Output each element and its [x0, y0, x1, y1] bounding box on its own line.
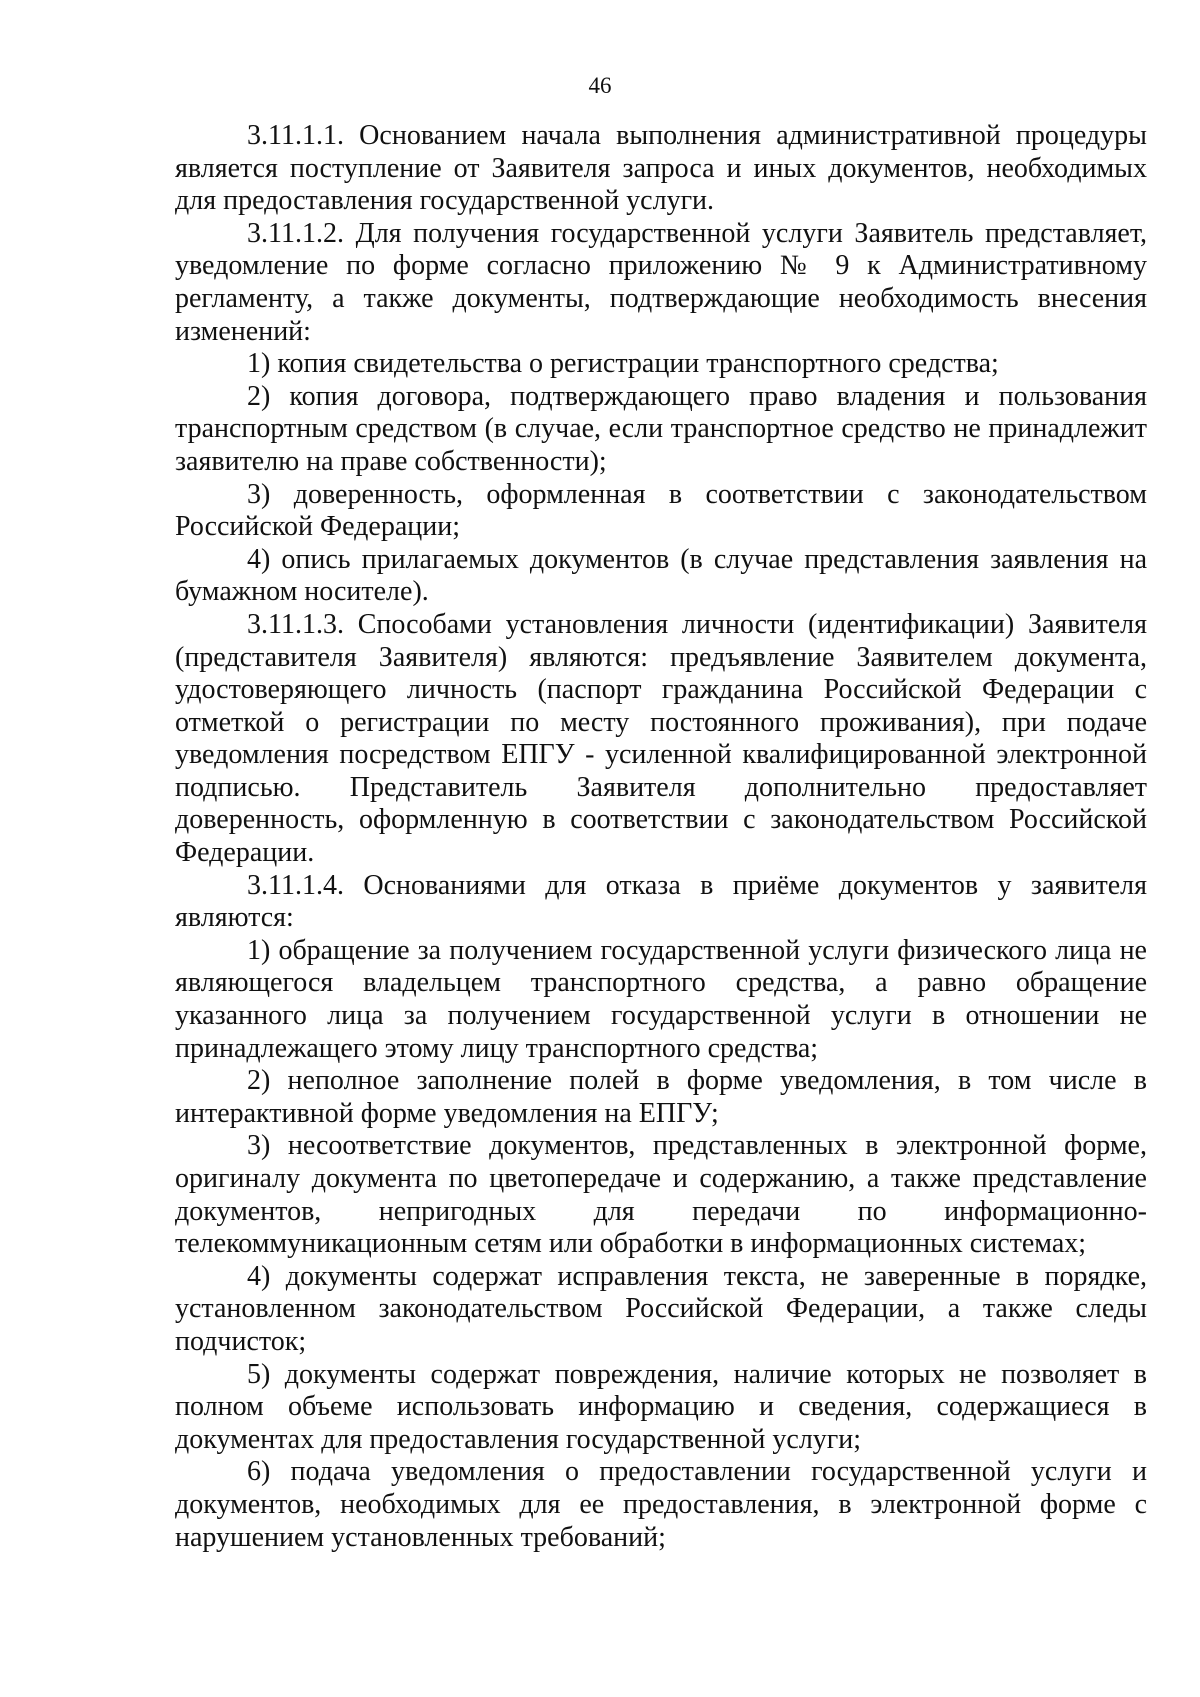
list-item-document-3: 3) доверенность, оформленная в соответствии с законодательством Российской Федерации; — [175, 478, 1147, 543]
list-item-refusal-1: 1) обращение за получением государственной услуги физического лица не являющегося владельцем транспортного средства, а равно обращение указанного лица за получением государственной услуги в отношении не принадлежащего этому лицу транспортного средства; — [175, 934, 1147, 1064]
list-item-document-4: 4) опись прилагаемых документов (в случае представления заявления на бумажном носителе). — [175, 543, 1147, 608]
page-number: 46 — [588, 73, 612, 98]
paragraph-3-11-1-4: 3.11.1.4. Основаниями для отказа в приёме документов у заявителя являются: — [175, 869, 1147, 934]
paragraph-3-11-1-2: 3.11.1.2. Для получения государственной услуги Заявитель представляет, уведомление по форме согласно приложению № 9 к Административному регламенту, а также документы, подтверждающие необходимость внесения изменений: — [175, 217, 1147, 347]
list-item-document-1: 1) копия свидетельства о регистрации транспортного средства; — [247, 348, 999, 380]
list-item-refusal-6: 6) подача уведомления о предоставлении государственной услуги и документов, необходимых для ее предоставления, в электронной форме с нарушением установленных требований; — [175, 1456, 1147, 1553]
document-body — [175, 120, 1147, 1554]
paragraph-3-11-1-1: 3.11.1.1. Основанием начала выполнения административной процедуры является поступление от Заявителя запроса и иных документов, необходимых для предоставления государственной услуги. — [175, 120, 1147, 217]
list-item-refusal-5: 5) документы содержат повреждения, наличие которых не позволяет в полном объеме использовать информацию и сведения, содержащиеся в документах для предоставления государственной услуги; — [175, 1358, 1147, 1455]
paragraph-3-11-1-3: 3.11.1.3. Способами установления личности (идентификации) Заявителя (представителя Заявителя) являются: предъявление Заявителем документа, удостоверяющего личность (паспорт гражданина Российской Федерации с отметкой о регистрации по месту постоянного проживания), при подаче уведомления посредством ЕПГУ - усиленной квалифицированной электронной подписью. Представитель Заявителя дополнительно предоставляет доверенность, оформленную в соответствии с законодательством Российской Федерации. — [175, 608, 1147, 869]
list-item-document-2: 2) копия договора, подтверждающего право владения и пользования транспортным средством (в случае, если транспортное средство не принадлежит заявителю на праве собственности); — [175, 380, 1147, 477]
list-item-refusal-2: 2) неполное заполнение полей в форме уведомления, в том числе в интерактивной форме уведомления на ЕПГУ; — [175, 1065, 1147, 1129]
list-item-refusal-4: 4) документы содержат исправления текста, не заверенные в порядке, установленном законодательством Российской Федерации, а также следы подчисток; — [175, 1260, 1147, 1357]
list-item-refusal-3: 3) несоответствие документов, представленных в электронной форме, оригиналу документа по цветопередаче и содержанию, а также представление документов, непригодных для передачи по информационно-телекоммуникационным сетям или обработки в информационных системах; — [175, 1130, 1147, 1260]
